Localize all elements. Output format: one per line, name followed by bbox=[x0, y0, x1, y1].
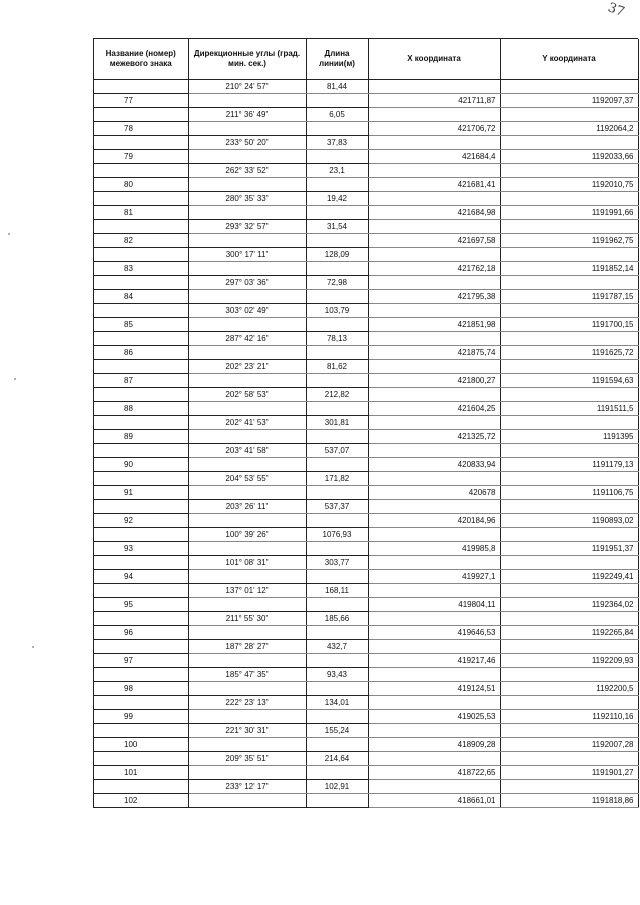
x-coordinate: 418909,28 bbox=[368, 738, 500, 752]
y-coordinate: 1191787,15 bbox=[500, 290, 638, 304]
x-coordinate: 421706,72 bbox=[368, 122, 500, 136]
x-coordinate: 420678 bbox=[368, 486, 500, 500]
segment-row bbox=[94, 192, 638, 206]
scan-speck bbox=[8, 233, 10, 235]
segment-row bbox=[94, 724, 638, 738]
point-row bbox=[94, 262, 638, 276]
segment-row bbox=[94, 136, 638, 150]
point-name: 77 bbox=[94, 94, 188, 108]
segment-length: 81,62 bbox=[306, 360, 368, 374]
segment-angle: 300° 17' 11" bbox=[188, 248, 306, 262]
point-row bbox=[94, 346, 638, 360]
x-coordinate: 421795,38 bbox=[368, 290, 500, 304]
x-coordinate: 421851,98 bbox=[368, 318, 500, 332]
segment-angle: 202° 41' 53" bbox=[188, 416, 306, 430]
segment-length: 155,24 bbox=[306, 724, 368, 738]
x-coordinate: 419985,8 bbox=[368, 542, 500, 556]
y-coordinate: 1191179,13 bbox=[500, 458, 638, 472]
segment-angle: 137° 01' 12" bbox=[188, 584, 306, 598]
x-coordinate: 419804,11 bbox=[368, 598, 500, 612]
header-x-coordinate: X координата bbox=[368, 39, 500, 80]
point-row bbox=[94, 206, 638, 220]
segment-length: 212,82 bbox=[306, 388, 368, 402]
x-coordinate: 420833,94 bbox=[368, 458, 500, 472]
segment-angle: 303° 02' 49" bbox=[188, 304, 306, 318]
segment-length: 102,91 bbox=[306, 780, 368, 794]
segment-angle: 262° 33' 52" bbox=[188, 164, 306, 178]
point-row bbox=[94, 794, 638, 808]
segment-length: 214,64 bbox=[306, 752, 368, 766]
segment-angle: 221° 30' 31" bbox=[188, 724, 306, 738]
segment-length: 185,66 bbox=[306, 612, 368, 626]
x-coordinate: 421684,4 bbox=[368, 150, 500, 164]
segment-angle: 211° 36' 49" bbox=[188, 108, 306, 122]
y-coordinate: 1192097,37 bbox=[500, 94, 638, 108]
segment-angle: 203° 26' 11" bbox=[188, 500, 306, 514]
x-coordinate: 419217,46 bbox=[368, 654, 500, 668]
segment-length: 134,01 bbox=[306, 696, 368, 710]
x-coordinate: 421684,98 bbox=[368, 206, 500, 220]
x-coordinate: 418661,01 bbox=[368, 794, 500, 808]
point-row bbox=[94, 682, 638, 696]
segment-row bbox=[94, 640, 638, 654]
segment-length: 81,44 bbox=[306, 80, 368, 94]
point-row bbox=[94, 374, 638, 388]
segment-length: 103,79 bbox=[306, 304, 368, 318]
segment-angle: 222° 23' 13" bbox=[188, 696, 306, 710]
segment-length: 37,83 bbox=[306, 136, 368, 150]
header-y-coordinate: Y координата bbox=[500, 39, 638, 80]
x-coordinate: 421681,41 bbox=[368, 178, 500, 192]
segment-angle: 297° 03' 36" bbox=[188, 276, 306, 290]
point-name: 82 bbox=[94, 234, 188, 248]
header-direction-angle: Дирекционные углы (град. мин. сек.) bbox=[188, 39, 306, 80]
y-coordinate: 1192033,66 bbox=[500, 150, 638, 164]
segment-row bbox=[94, 500, 638, 514]
boundary-coordinates-table-wrapper bbox=[93, 38, 638, 808]
point-row bbox=[94, 542, 638, 556]
page-number: 37 bbox=[605, 0, 627, 21]
y-coordinate: 1191625,72 bbox=[500, 346, 638, 360]
segment-length: 128,09 bbox=[306, 248, 368, 262]
y-coordinate: 1192010,75 bbox=[500, 178, 638, 192]
point-name: 80 bbox=[94, 178, 188, 192]
segment-angle: 187° 28' 27" bbox=[188, 640, 306, 654]
y-coordinate: 1191818,86 bbox=[500, 794, 638, 808]
point-row bbox=[94, 122, 638, 136]
x-coordinate: 421697,58 bbox=[368, 234, 500, 248]
segment-angle: 100° 39' 26" bbox=[188, 528, 306, 542]
segment-angle: 210° 24' 57" bbox=[188, 80, 306, 94]
y-coordinate: 1192364,02 bbox=[500, 598, 638, 612]
y-coordinate: 1192200,5 bbox=[500, 682, 638, 696]
segment-length: 6,05 bbox=[306, 108, 368, 122]
point-name: 96 bbox=[94, 626, 188, 640]
segment-angle: 211° 55' 30" bbox=[188, 612, 306, 626]
y-coordinate: 1192007,28 bbox=[500, 738, 638, 752]
y-coordinate: 1191901,27 bbox=[500, 766, 638, 780]
point-row bbox=[94, 458, 638, 472]
segment-row bbox=[94, 276, 638, 290]
point-name: 91 bbox=[94, 486, 188, 500]
point-name: 93 bbox=[94, 542, 188, 556]
point-row bbox=[94, 710, 638, 724]
segment-length: 1076,93 bbox=[306, 528, 368, 542]
y-coordinate: 1191700,15 bbox=[500, 318, 638, 332]
segment-length: 93,43 bbox=[306, 668, 368, 682]
segment-row bbox=[94, 416, 638, 430]
segment-length: 303,77 bbox=[306, 556, 368, 570]
segment-angle: 202° 58' 53" bbox=[188, 388, 306, 402]
x-coordinate: 421711,87 bbox=[368, 94, 500, 108]
x-coordinate: 421604,25 bbox=[368, 402, 500, 416]
x-coordinate: 419124,51 bbox=[368, 682, 500, 696]
segment-length: 72,98 bbox=[306, 276, 368, 290]
segment-row bbox=[94, 472, 638, 486]
y-coordinate: 1191395 bbox=[500, 430, 638, 444]
segment-row bbox=[94, 164, 638, 178]
point-name: 101 bbox=[94, 766, 188, 780]
point-row bbox=[94, 178, 638, 192]
x-coordinate: 421875,74 bbox=[368, 346, 500, 360]
segment-angle: 185° 47' 35" bbox=[188, 668, 306, 682]
x-coordinate: 421800,27 bbox=[368, 374, 500, 388]
point-name: 85 bbox=[94, 318, 188, 332]
segment-angle: 280° 35' 33" bbox=[188, 192, 306, 206]
point-row bbox=[94, 514, 638, 528]
segment-angle: 204° 53' 55" bbox=[188, 472, 306, 486]
point-name: 99 bbox=[94, 710, 188, 724]
segment-angle: 233° 50' 20" bbox=[188, 136, 306, 150]
segment-row bbox=[94, 668, 638, 682]
segment-row bbox=[94, 556, 638, 570]
point-row bbox=[94, 738, 638, 752]
segment-angle: 101° 08' 31" bbox=[188, 556, 306, 570]
point-row bbox=[94, 570, 638, 584]
y-coordinate: 1192249,41 bbox=[500, 570, 638, 584]
x-coordinate: 419927,1 bbox=[368, 570, 500, 584]
header-point-name: Название (номер) межевого знака bbox=[94, 39, 188, 80]
point-name: 95 bbox=[94, 598, 188, 612]
y-coordinate: 1192209,93 bbox=[500, 654, 638, 668]
point-name: 94 bbox=[94, 570, 188, 584]
segment-length: 537,07 bbox=[306, 444, 368, 458]
point-name: 88 bbox=[94, 402, 188, 416]
segment-angle: 233° 12' 17" bbox=[188, 780, 306, 794]
segment-length: 168,11 bbox=[306, 584, 368, 598]
segment-length: 23,1 bbox=[306, 164, 368, 178]
segment-row bbox=[94, 752, 638, 766]
y-coordinate: 1191852,14 bbox=[500, 262, 638, 276]
point-name: 102 bbox=[94, 794, 188, 808]
segment-length: 301,81 bbox=[306, 416, 368, 430]
point-row bbox=[94, 430, 638, 444]
point-name: 86 bbox=[94, 346, 188, 360]
segment-angle: 203° 41' 58" bbox=[188, 444, 306, 458]
segment-row bbox=[94, 220, 638, 234]
segment-row bbox=[94, 584, 638, 598]
scan-speck bbox=[14, 378, 16, 380]
table-header-row bbox=[94, 39, 638, 80]
segment-angle: 293° 32' 57" bbox=[188, 220, 306, 234]
y-coordinate: 1192110,16 bbox=[500, 710, 638, 724]
segment-length: 31,54 bbox=[306, 220, 368, 234]
y-coordinate: 1191951,37 bbox=[500, 542, 638, 556]
point-row bbox=[94, 598, 638, 612]
x-coordinate: 419025,53 bbox=[368, 710, 500, 724]
segment-row bbox=[94, 444, 638, 458]
y-coordinate: 1192064,2 bbox=[500, 122, 638, 136]
point-name: 89 bbox=[94, 430, 188, 444]
point-row bbox=[94, 486, 638, 500]
point-row bbox=[94, 402, 638, 416]
point-row bbox=[94, 94, 638, 108]
point-name: 81 bbox=[94, 206, 188, 220]
segment-row bbox=[94, 332, 638, 346]
segment-row bbox=[94, 528, 638, 542]
y-coordinate: 1191594,63 bbox=[500, 374, 638, 388]
point-row bbox=[94, 290, 638, 304]
table-body bbox=[94, 80, 638, 808]
segment-angle: 209° 35' 51" bbox=[188, 752, 306, 766]
segment-row bbox=[94, 696, 638, 710]
y-coordinate: 1191991,66 bbox=[500, 206, 638, 220]
point-name: 83 bbox=[94, 262, 188, 276]
point-name: 79 bbox=[94, 150, 188, 164]
x-coordinate: 420184,96 bbox=[368, 514, 500, 528]
point-row bbox=[94, 150, 638, 164]
segment-row bbox=[94, 108, 638, 122]
point-name: 92 bbox=[94, 514, 188, 528]
boundary-coordinates-table bbox=[94, 39, 639, 808]
scan-speck bbox=[32, 646, 34, 648]
x-coordinate: 421762,18 bbox=[368, 262, 500, 276]
y-coordinate: 1192265,84 bbox=[500, 626, 638, 640]
segment-length: 19,42 bbox=[306, 192, 368, 206]
segment-angle: 202° 23' 21" bbox=[188, 360, 306, 374]
segment-length: 537,37 bbox=[306, 500, 368, 514]
point-row bbox=[94, 654, 638, 668]
segment-row bbox=[94, 780, 638, 794]
segment-row bbox=[94, 248, 638, 262]
point-row bbox=[94, 626, 638, 640]
segment-length: 432,7 bbox=[306, 640, 368, 654]
y-coordinate: 1191962,75 bbox=[500, 234, 638, 248]
point-name: 100 bbox=[94, 738, 188, 752]
point-name: 84 bbox=[94, 290, 188, 304]
segment-row bbox=[94, 388, 638, 402]
x-coordinate: 421325,72 bbox=[368, 430, 500, 444]
header-line-length: Длина линии(м) bbox=[306, 39, 368, 80]
point-name: 90 bbox=[94, 458, 188, 472]
segment-row bbox=[94, 612, 638, 626]
point-name: 98 bbox=[94, 682, 188, 696]
x-coordinate: 419646,53 bbox=[368, 626, 500, 640]
point-name: 87 bbox=[94, 374, 188, 388]
point-row bbox=[94, 318, 638, 332]
segment-row bbox=[94, 80, 638, 94]
segment-row bbox=[94, 304, 638, 318]
segment-length: 171,82 bbox=[306, 472, 368, 486]
point-name: 78 bbox=[94, 122, 188, 136]
x-coordinate: 418722,65 bbox=[368, 766, 500, 780]
y-coordinate: 1190893,02 bbox=[500, 514, 638, 528]
point-row bbox=[94, 766, 638, 780]
segment-angle: 287° 42' 16" bbox=[188, 332, 306, 346]
y-coordinate: 1191511,5 bbox=[500, 402, 638, 416]
y-coordinate: 1191106,75 bbox=[500, 486, 638, 500]
segment-length: 78,13 bbox=[306, 332, 368, 346]
point-row bbox=[94, 234, 638, 248]
segment-row bbox=[94, 360, 638, 374]
point-name: 97 bbox=[94, 654, 188, 668]
